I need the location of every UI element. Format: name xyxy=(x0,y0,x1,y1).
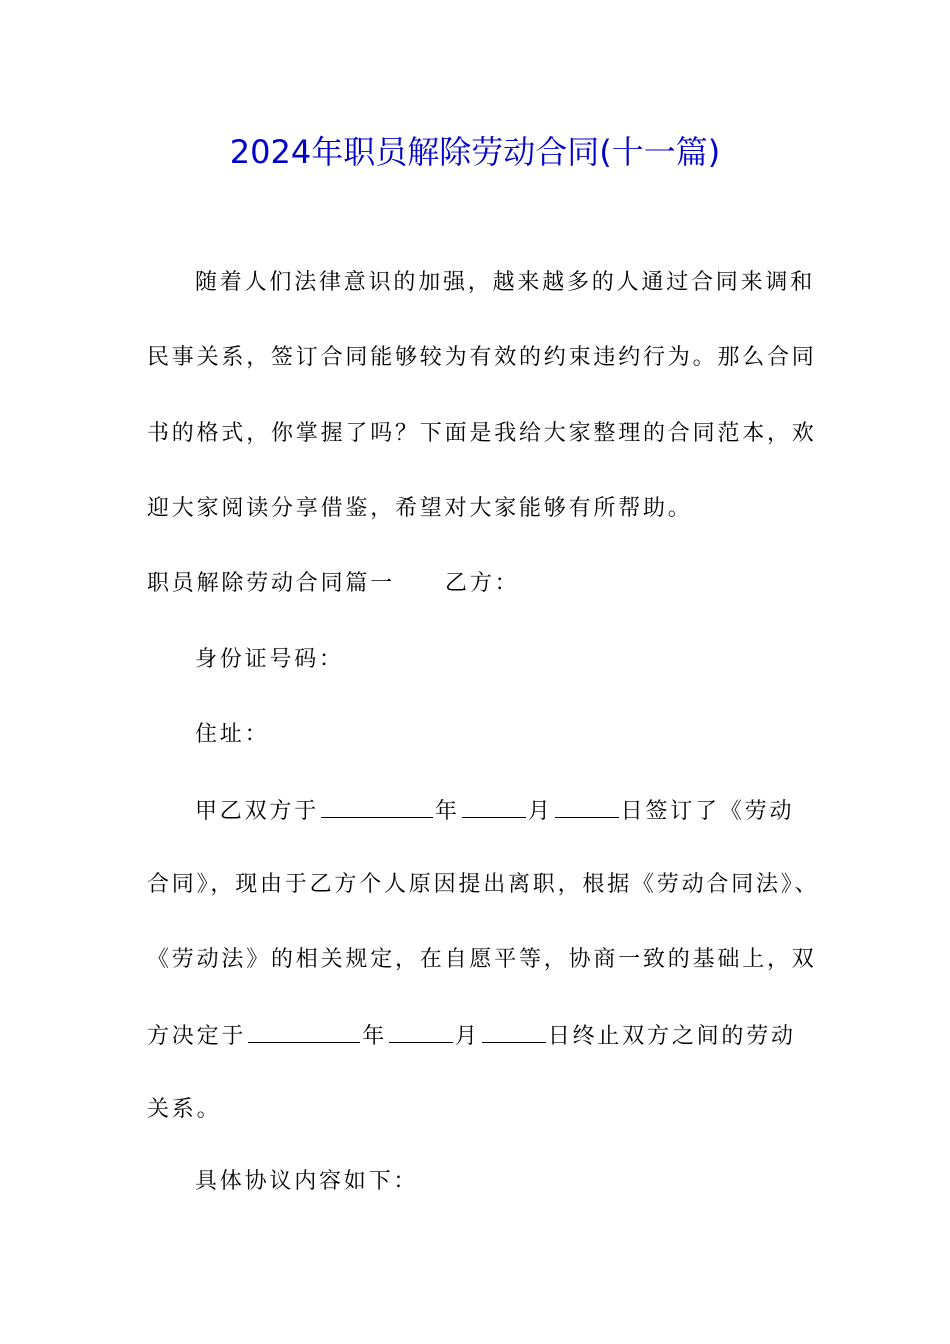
year-label: 年 xyxy=(435,799,460,824)
intro-line-4: 迎大家阅读分享借鉴，希望对大家能够有所帮助。 xyxy=(147,496,693,521)
day-end-text: 日终止双方之间的劳动 xyxy=(547,1024,796,1049)
intro-line-3: 书的格式，你掌握了吗？下面是我给大家整理的合同范本，欢 xyxy=(147,421,817,446)
para1-line-3: 《劳动法》的相关规定，在自愿平等，协商一致的基础上，双 xyxy=(147,947,817,972)
para1-line4-start: 方决定于 xyxy=(147,1024,247,1049)
month-label: 月 xyxy=(527,799,553,824)
para1-line-2: 合同》，现由于乙方个人原因提出离职，根据《劳动合同法》、 xyxy=(147,872,820,897)
signed-month-blank xyxy=(462,795,526,818)
end-day-blank xyxy=(482,1020,546,1043)
intro-line-2: 民事关系，签订合同能够较为有效的约束违约行为。那么合同 xyxy=(147,345,817,370)
section-heading-line xyxy=(147,569,519,599)
para1-line-1 xyxy=(195,795,794,827)
year-label: 年 xyxy=(362,1024,388,1049)
signed-year-blank xyxy=(321,795,433,818)
end-month-blank xyxy=(389,1020,453,1043)
section-heading: 职员解除劳动合同篇一 xyxy=(147,571,396,596)
end-year-blank xyxy=(248,1020,360,1043)
signed-day-blank xyxy=(555,795,619,818)
para1-line-4 xyxy=(147,1020,796,1052)
month-label: 月 xyxy=(455,1024,480,1049)
document-title: 2024年职员解除劳动合同(十一篇) xyxy=(229,133,721,171)
address-label: 住址： xyxy=(195,722,270,747)
day-signed-text: 日签订了《劳动 xyxy=(620,799,795,824)
para1-start: 甲乙双方于 xyxy=(195,799,320,824)
agreement-intro: 具体协议内容如下： xyxy=(195,1169,419,1194)
party-b-label: 乙方： xyxy=(445,571,520,596)
intro-line-1: 随着人们法律意识的加强，越来越多的人通过合同来调和 xyxy=(195,270,816,295)
para1-line-5: 关系。 xyxy=(147,1097,222,1122)
id-number-label: 身份证号码： xyxy=(195,647,344,672)
